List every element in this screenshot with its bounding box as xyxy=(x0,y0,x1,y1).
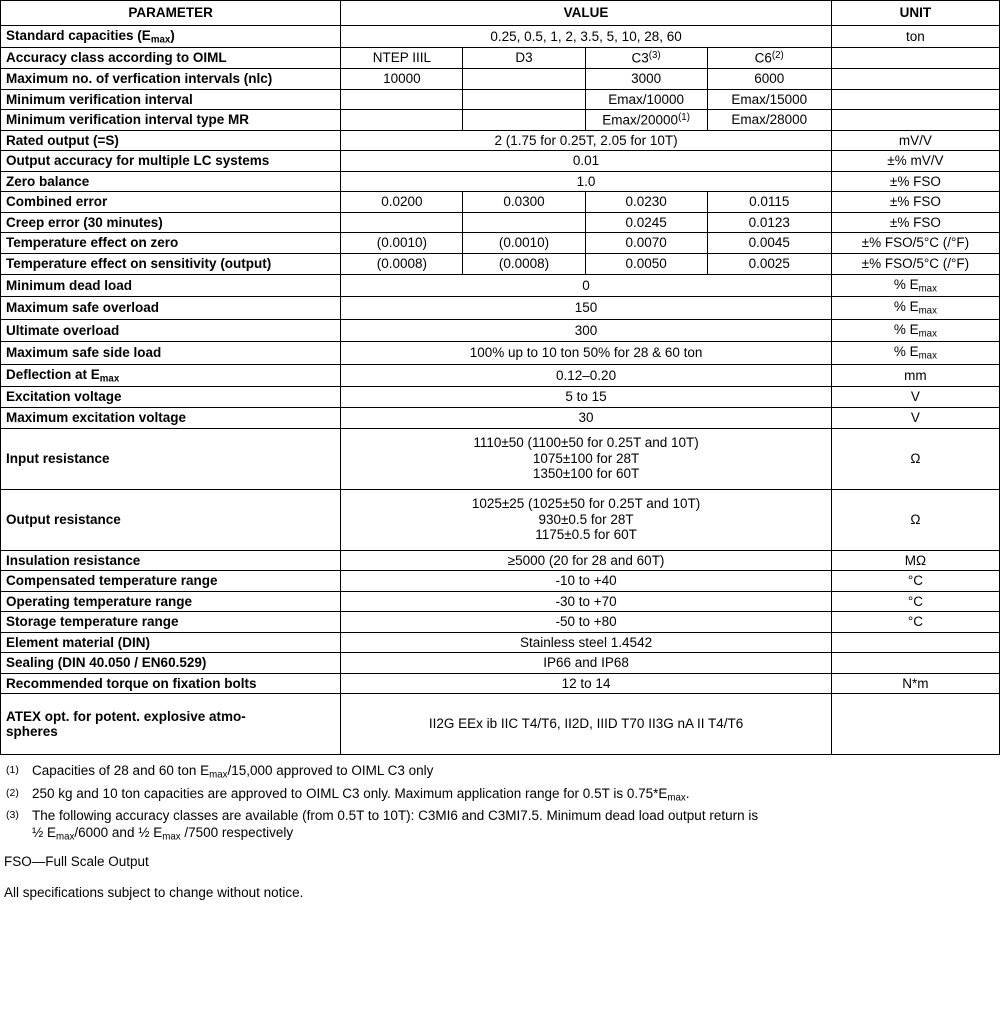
table-row xyxy=(1,212,1000,233)
footnotes xyxy=(0,763,1000,844)
row-value-1: NTEP IIIL xyxy=(341,48,463,69)
footnote-1-text-b: /15,000 approved to OIML C3 only xyxy=(227,763,434,779)
row-unit: % $E_{max}$ xyxy=(831,274,999,297)
footnote-2-text-b: . xyxy=(685,785,690,801)
row-parameter: Maximum safe side load xyxy=(1,342,341,365)
row-value: Stainless steel 1.4542 xyxy=(341,632,831,653)
row-value: 300 xyxy=(341,319,831,342)
row-value: II2G EEx ib IIC T4/T6, II2D, IIID T70 II3G nA II T4/T6 xyxy=(341,694,831,755)
table-row xyxy=(1,274,1000,297)
row-parameter: Input resistance xyxy=(1,428,341,489)
row-unit: Ω xyxy=(831,489,999,550)
row-unit: % $E_{max}$ xyxy=(831,297,999,320)
footnote-2 xyxy=(4,786,996,805)
row-unit xyxy=(831,68,999,89)
row-value: -50 to +80 xyxy=(341,612,831,633)
footnote-3-line-2 xyxy=(32,825,996,844)
emax-sub: max xyxy=(918,282,937,294)
row-value-3: Emax/10000 xyxy=(585,89,707,110)
row-value-4: 6000 xyxy=(707,68,831,89)
row-parameter xyxy=(1,694,341,755)
table-row xyxy=(1,694,1000,755)
row-unit: N*m xyxy=(831,673,999,694)
emax-sub: max xyxy=(99,373,120,385)
row-value: -30 to +70 xyxy=(341,591,831,612)
row-parameter-line: ATEX opt. for potent. explosive atmo- xyxy=(6,708,246,724)
row-value-3: 0.0050 xyxy=(585,253,707,274)
table-row xyxy=(1,428,1000,489)
footnote-3-text xyxy=(32,808,996,843)
row-value-4: 0.0115 xyxy=(707,192,831,213)
row-value: IP66 and IP68 xyxy=(341,653,831,674)
row-parameter: Insulation resistance xyxy=(1,550,341,571)
row-unit: °C xyxy=(831,612,999,633)
row-parameter: Excitation voltage xyxy=(1,387,341,408)
footnote-marker: (3) xyxy=(648,50,661,62)
footnote-1-marker: (1) xyxy=(6,764,19,777)
row-value xyxy=(341,428,831,489)
emax-sub: max xyxy=(162,831,181,843)
footnote-1 xyxy=(4,763,996,782)
row-value-line: 1350±100 for 60T xyxy=(532,466,640,482)
table-row xyxy=(1,89,1000,110)
footnote-3 xyxy=(4,808,996,843)
row-unit: ±% FSO xyxy=(831,212,999,233)
row-unit: ton xyxy=(831,25,999,48)
table-row xyxy=(1,68,1000,89)
footnote-3-marker: (3) xyxy=(6,809,19,822)
table-row xyxy=(1,342,1000,365)
row-parameter: Maximum safe overload xyxy=(1,297,341,320)
disclaimer: All specifications subject to change without notice. xyxy=(4,884,304,900)
row-unit: V xyxy=(831,407,999,428)
row-unit xyxy=(831,89,999,110)
row-parameter: Minimum dead load xyxy=(1,274,341,297)
row-value-2: (0.0010) xyxy=(463,233,585,254)
footnote-2-text-a: 250 kg and 10 ton capacities are approved to OIML C3 only. Maximum application range for 0.5T is 0.75*E xyxy=(32,785,668,801)
table-row xyxy=(1,653,1000,674)
table-row xyxy=(1,673,1000,694)
table-row xyxy=(1,387,1000,408)
row-parameter: Deflection at $E_{max}$ xyxy=(1,364,341,387)
table-row xyxy=(1,297,1000,320)
table-row xyxy=(1,48,1000,69)
row-parameter: Zero balance xyxy=(1,171,341,192)
table-row xyxy=(1,25,1000,48)
row-value-1: (0.0010) xyxy=(341,233,463,254)
table-row xyxy=(1,151,1000,172)
row-value: 0 xyxy=(341,274,831,297)
row-unit: ±% FSO/5°C (/°F) xyxy=(831,253,999,274)
row-value-line: 1110±50 (1100±50 for 0.25T and 10T) xyxy=(473,435,699,451)
row-value-line: 1175±0.5 for 60T xyxy=(535,527,637,543)
row-value: 0.01 xyxy=(341,151,831,172)
row-unit: °C xyxy=(831,571,999,592)
row-value-1 xyxy=(341,89,463,110)
row-value: 0.25, 0.5, 1, 2, 3.5, 5, 10, 28, 60 xyxy=(341,25,831,48)
row-value-2 xyxy=(463,212,585,233)
emax-sub: max xyxy=(209,769,228,781)
row-value-3 xyxy=(585,48,707,69)
row-value-4: Emax/15000 xyxy=(707,89,831,110)
table-row xyxy=(1,253,1000,274)
emax-sub: max xyxy=(56,831,75,843)
row-value-3 xyxy=(585,110,707,131)
emax-sub: max xyxy=(667,792,686,804)
emax-sub: max xyxy=(918,305,937,317)
table-row xyxy=(1,110,1000,131)
row-value: 1.0 xyxy=(341,171,831,192)
row-parameter-tail: ) xyxy=(170,27,175,43)
footnote-2-text xyxy=(32,786,996,805)
row-value-3: 0.0245 xyxy=(585,212,707,233)
header-value: VALUE xyxy=(341,1,831,26)
row-value-1: (0.0008) xyxy=(341,253,463,274)
table-row xyxy=(1,171,1000,192)
footnote-3-line-2-a: ½ E xyxy=(32,825,57,841)
row-value-3: 0.0230 xyxy=(585,192,707,213)
row-value: ≥5000 (20 for 28 and 60T) xyxy=(341,550,831,571)
row-parameter: Rated output (=S) xyxy=(1,130,341,151)
row-value-4: 0.0025 xyxy=(707,253,831,274)
row-value-2 xyxy=(463,68,585,89)
row-unit xyxy=(831,48,999,69)
row-value-4 xyxy=(707,48,831,69)
row-unit xyxy=(831,110,999,131)
table-row xyxy=(1,489,1000,550)
fso-legend: FSO—Full Scale Output xyxy=(4,853,149,869)
row-parameter: Minimum verification interval type MR xyxy=(1,110,341,131)
footnote-1-text xyxy=(32,763,996,782)
row-value-line: 1075±100 for 28T xyxy=(532,450,640,466)
row-parameter xyxy=(1,25,341,48)
row-value-line: 930±0.5 for 28T xyxy=(538,511,634,527)
row-value: 0.12–0.20 xyxy=(341,364,831,387)
row-parameter: Compensated temperature range xyxy=(1,571,341,592)
footnote-marker: (2) xyxy=(771,50,784,62)
row-value-3: 3000 xyxy=(585,68,707,89)
row-parameter: Element material (DIN) xyxy=(1,632,341,653)
row-value-3: 0.0070 xyxy=(585,233,707,254)
row-value-1: 0.0200 xyxy=(341,192,463,213)
row-value-4-text: C6 xyxy=(754,50,772,66)
row-unit: ±% FSO xyxy=(831,171,999,192)
row-value-3-text: Emax/20000 xyxy=(602,112,679,128)
row-value-2: 0.0300 xyxy=(463,192,585,213)
row-parameter: Maximum no. of verfication intervals (nlc) xyxy=(1,68,341,89)
row-parameter-line: spheres xyxy=(6,724,58,740)
footnote-3-line-2-c: /7500 respectively xyxy=(180,825,294,841)
row-unit: % $E_{max}$ xyxy=(831,319,999,342)
emax-sub: max xyxy=(918,350,937,362)
row-unit: mV/V xyxy=(831,130,999,151)
table-header-row xyxy=(1,1,1000,26)
row-value-2: (0.0008) xyxy=(463,253,585,274)
row-unit: ±% FSO xyxy=(831,192,999,213)
row-parameter-text: Standard capacities (E xyxy=(6,27,151,43)
table-row xyxy=(1,591,1000,612)
row-value xyxy=(341,489,831,550)
footnote-1-text-a: Capacities of 28 and 60 ton E xyxy=(32,763,210,779)
row-value-2: D3 xyxy=(463,48,585,69)
row-unit: Ω xyxy=(831,428,999,489)
row-value-1 xyxy=(341,110,463,131)
table-row xyxy=(1,612,1000,633)
row-unit: mm xyxy=(831,364,999,387)
row-value-4: 0.0123 xyxy=(707,212,831,233)
row-value-3-text: C3 xyxy=(631,50,649,66)
row-unit xyxy=(831,694,999,755)
row-parameter: Accuracy class according to OIML xyxy=(1,48,341,69)
table-row xyxy=(1,319,1000,342)
row-parameter: Sealing (DIN 40.050 / EN60.529) xyxy=(1,653,341,674)
row-parameter: Creep error (30 minutes) xyxy=(1,212,341,233)
row-value-2 xyxy=(463,89,585,110)
row-value: 12 to 14 xyxy=(341,673,831,694)
row-parameter: Operating temperature range xyxy=(1,591,341,612)
row-unit xyxy=(831,653,999,674)
table-row xyxy=(1,550,1000,571)
row-unit xyxy=(831,632,999,653)
row-value: 2 (1.75 for 0.25T, 2.05 for 10T) xyxy=(341,130,831,151)
row-value-1: 10000 xyxy=(341,68,463,89)
row-unit: MΩ xyxy=(831,550,999,571)
row-parameter: Storage temperature range xyxy=(1,612,341,633)
table-row xyxy=(1,407,1000,428)
row-parameter: Combined error xyxy=(1,192,341,213)
footnote-3-line-1: The following accuracy classes are available (from 0.5T to 10T): C3MI6 and C3MI7.5. Minimum dead load output return is xyxy=(32,808,759,824)
row-value-line: 1025±25 (1025±50 for 0.25T and 10T) xyxy=(471,496,701,512)
row-parameter: Ultimate overload xyxy=(1,319,341,342)
row-value-2 xyxy=(463,110,585,131)
header-parameter: PARAMETER xyxy=(1,1,341,26)
table-row xyxy=(1,130,1000,151)
table-row xyxy=(1,632,1000,653)
row-value-1 xyxy=(341,212,463,233)
row-value-4: Emax/28000 xyxy=(707,110,831,131)
row-parameter: Temperature effect on zero xyxy=(1,233,341,254)
table-row xyxy=(1,192,1000,213)
footnote-2-marker: (2) xyxy=(6,786,19,799)
row-parameter-sub: max xyxy=(150,33,171,45)
row-unit: % $E_{max}$ xyxy=(831,342,999,365)
table-row xyxy=(1,571,1000,592)
row-unit: ±% FSO/5°C (/°F) xyxy=(831,233,999,254)
row-parameter: Output accuracy for multiple LC systems xyxy=(1,151,341,172)
table-row xyxy=(1,364,1000,387)
row-parameter: Temperature effect on sensitivity (output) xyxy=(1,253,341,274)
row-unit: °C xyxy=(831,591,999,612)
row-value: 150 xyxy=(341,297,831,320)
row-value: -10 to +40 xyxy=(341,571,831,592)
row-unit: ±% mV/V xyxy=(831,151,999,172)
table-row xyxy=(1,233,1000,254)
footnote-marker: (1) xyxy=(678,112,690,124)
row-parameter: Output resistance xyxy=(1,489,341,550)
header-unit: UNIT xyxy=(831,1,999,26)
row-parameter: Maximum excitation voltage xyxy=(1,407,341,428)
footnote-3-line-2-b: /6000 and ½ E xyxy=(74,825,163,841)
row-value: 30 xyxy=(341,407,831,428)
row-unit: V xyxy=(831,387,999,408)
row-value-4: 0.0045 xyxy=(707,233,831,254)
emax-sub: max xyxy=(918,328,937,340)
row-parameter: Recommended torque on fixation bolts xyxy=(1,673,341,694)
row-parameter: Minimum verification interval xyxy=(1,89,341,110)
row-value: 100% up to 10 ton 50% for 28 & 60 ton xyxy=(341,342,831,365)
row-value: 5 to 15 xyxy=(341,387,831,408)
